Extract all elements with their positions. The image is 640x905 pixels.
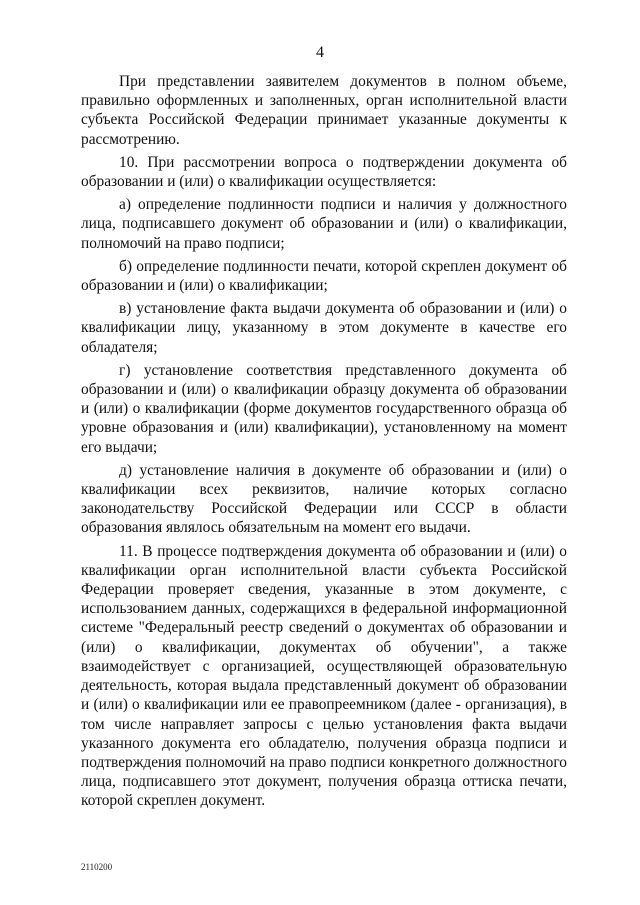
page-number: 4: [316, 44, 324, 61]
paragraph-subitem-g: г) установление соответствия представленного документа об образовании и (или) о квалификации образцу документа об образовании и (или) о квалификации (форме документов государственного образца об уровне образования и (или) квалификации), установленному на момент его выдачи;: [81, 361, 567, 456]
paragraph-subitem-v: в) установление факта выдачи документа об образовании и (или) о квалификации лицу, указанному в этом документе в качестве его обладателя;: [81, 300, 567, 356]
footer-document-code: 2110200: [81, 862, 113, 872]
paragraph-subitem-a: а) определение подлинности подписи и наличия у должностного лица, подписавшего документ об образовании и (или) о квалификации, полномочий на право подписи;: [81, 196, 567, 252]
paragraph-item-11: 11. В процессе подтверждения документа об образовании и (или) о квалификации орган исполнительной власти субъекта Российской Федерации проверяет сведения, указанные в этом документе, с использованием данных, содержащихся в федеральной информационной системе "Федеральный реестр сведений о документах об образовании и (или) о квалификации, документах об обучении", а также взаимодействует с организацией, осуществляющей образовательную деятельность, которая выдала представленный документ об образовании и (или) о квалификации или ее правопреемником (далее - организация), в том числе направляет запросы с целью установления факта выдачи указанного документа его обладателю, получения образца подписи и подтверждения полномочий на право подписи конкретного должностного лица, подписавшего этот документ, получения образца оттиска печати, которой скреплен документ.: [81, 542, 567, 810]
paragraph-intro: При представлении заявителем документов в полном объеме, правильно оформленных и заполненных, орган исполнительной власти субъекта Российской Федерации принимает указанные документы к рассмотрению.: [81, 73, 567, 148]
paragraph-subitem-b: б) определение подлинности печати, которой скреплен документ об образовании и (или) о квалификации;: [81, 257, 567, 295]
document-body: [81, 72, 567, 815]
paragraph-item-10: 10. При рассмотрении вопроса о подтверждении документа об образовании и (или) о квалификации осуществляется:: [81, 153, 567, 191]
paragraph-subitem-d: д) установление наличия в документе об образовании и (или) о квалификации всех реквизитов, наличие которых согласно законодательству Российской Федерации или СССР в области образования являлось обязательным на момент его выдачи.: [81, 461, 567, 537]
